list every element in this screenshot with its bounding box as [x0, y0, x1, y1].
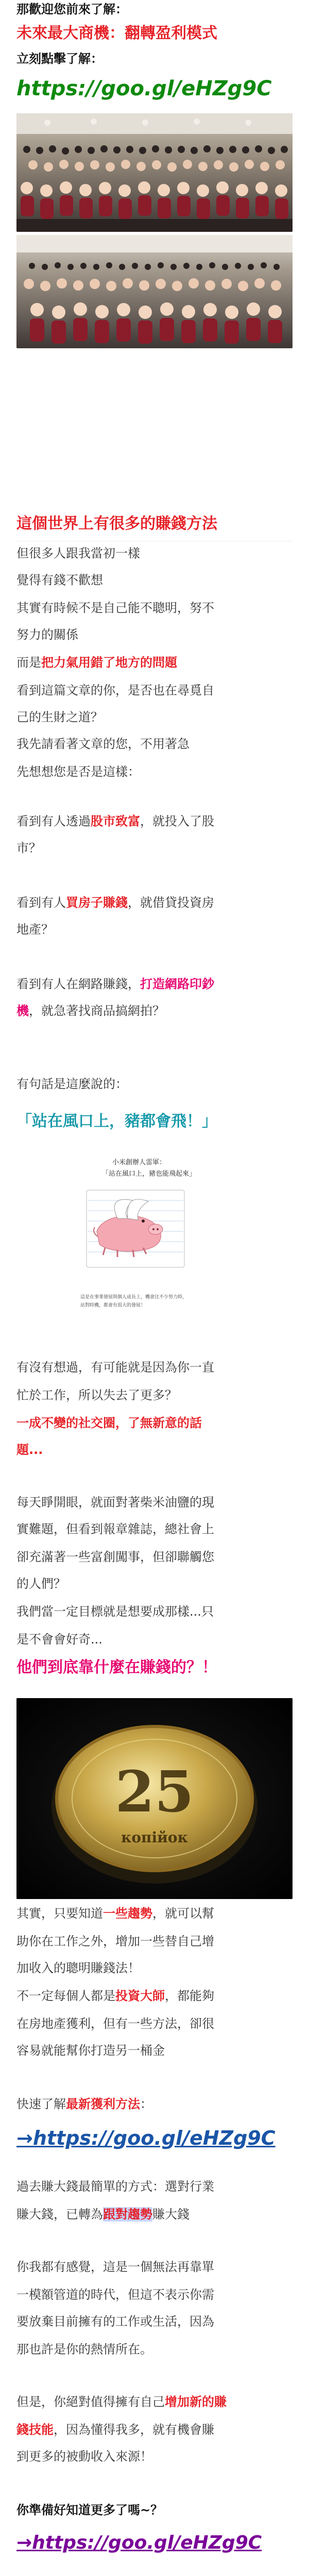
- p18-line-4: 那也許是你的熱情所在。: [16, 2342, 152, 2357]
- headline-text: 未來最大商機：翻轉盈利模式: [16, 24, 217, 42]
- p5-text: 看到有人透過: [16, 814, 91, 828]
- p17-emphasis: 跟對趨勢: [103, 2207, 152, 2222]
- p16-emphasis: 最新獲利方法: [66, 2097, 140, 2111]
- quote-text: 「站在風口上，豬都會飛！」: [16, 1112, 217, 1130]
- p3-line-1: 看到這篇文章的你，是否也在尋覓自: [16, 683, 214, 698]
- p14-emphasis: 一些趨勢: [103, 1906, 152, 1921]
- p19-line-1: [16, 2395, 293, 2409]
- p5-emphasis: 股市致富: [91, 814, 140, 828]
- p11-line-1: 每天睜開眼，就面對著柴米油鹽的現: [16, 1495, 214, 1510]
- p7-emphasis-2: 機: [16, 1004, 29, 1018]
- p8-line: 有句話是這麼說的：: [16, 1077, 128, 1091]
- p6-emphasis: 買房子賺錢: [66, 895, 128, 910]
- p10-line-2: [16, 1443, 293, 1457]
- seminar-photo-1: [16, 113, 293, 232]
- coin-number: 25: [115, 1758, 194, 1825]
- intro-headline: [16, 25, 293, 42]
- p9-line-1: 有沒有想過，有可能就是因為你一直: [16, 1360, 214, 1375]
- coin-word: копійок: [121, 1829, 188, 1846]
- p16-line: [16, 2097, 293, 2111]
- xiaomi-quote-illustration: [76, 1154, 233, 1324]
- p19-text-2: ，因為懂得我多，就有機會賺: [54, 2422, 214, 2437]
- p2-line: [16, 655, 293, 670]
- seminar-photo-2: [16, 235, 293, 348]
- p3-line-2: 己的生財之道？: [16, 710, 103, 724]
- p15-line-3: 容易就能幫你打造另一桶金: [16, 2043, 165, 2058]
- p1-line-2: 覺得有錢不歡想: [16, 573, 103, 587]
- p6-text: 看到有人: [16, 895, 66, 910]
- p9-line-2: 忙於工作，所以失去了更多？: [16, 1388, 177, 1402]
- notebook-caption-1: 這是在事業發展與個人成長上，機會比不少努力時，: [80, 1295, 187, 1300]
- p2-text: 而是: [16, 655, 41, 670]
- notebook-heading-2: 「站在風口上，豬也能飛起來」: [102, 1170, 196, 1178]
- p19-line-3: 到更多的被動收入來源！: [16, 2449, 152, 2464]
- p17-line-1: 過去賺大錢最簡單的方式：選對行業: [16, 2179, 214, 2194]
- p7-line-2: [16, 1004, 293, 1018]
- link-2[interactable]: →https://goo.gl/eHZg9C: [16, 2127, 276, 2149]
- pig-flying-illustration: [76, 1154, 233, 1324]
- p2-emphasis: 把力氣用錯了地方的問題: [41, 655, 177, 670]
- seminar-photo-1-graphic: [16, 113, 293, 232]
- p7-emphasis: 打造網路印鈔: [140, 977, 214, 991]
- intro-click-prompt: 立刻點擊了解：: [16, 52, 103, 66]
- intro-link[interactable]: https://goo.gl/eHZg9C: [16, 77, 272, 100]
- section-title: [16, 515, 293, 533]
- p14-line-1: [16, 1906, 293, 1921]
- p7-text: 看到有人在網路賺錢，: [16, 977, 140, 991]
- p13-text: 他們到底靠什麼在賺錢的？！: [16, 1658, 217, 1676]
- p17-text: 賺大錢，已轉為: [16, 2207, 103, 2222]
- p14-line-2: 助你在工作之外，增加一些替自己增: [16, 1934, 214, 1948]
- p4-line-1: 我先請看著文章的您，不用著急: [16, 737, 190, 751]
- link-3[interactable]: →https://goo.gl/eHZg9C: [16, 2532, 262, 2553]
- p12-line-1: 我們當一定目標就是想要成那樣...只: [16, 1604, 214, 1619]
- p5-text-2: ，就投入了股: [140, 814, 214, 828]
- section-title-text: 這個世界上有很多的賺錢方法: [16, 515, 217, 533]
- coin-photo: [16, 1698, 293, 1899]
- p15-text-2: ，都能夠: [165, 1989, 214, 2003]
- p6-line-2: 地產？: [16, 922, 54, 937]
- p11-line-4: 的人們？: [16, 1577, 66, 1591]
- notebook-caption-2: 站對時機，都會有很大的發展！: [80, 1303, 146, 1308]
- notebook-heading-1: 小米創辦人雷軍：: [112, 1159, 166, 1166]
- p16-text-2: ：: [140, 2097, 152, 2111]
- p19-text: 但是，你絕對值得擁有自己: [16, 2395, 165, 2409]
- p10-emphasis-2: 題...: [16, 1443, 43, 1457]
- p14-line-3: 加收入的聰明賺錢法！: [16, 1961, 140, 1975]
- p6-text-2: ，就借貸投資房: [128, 895, 214, 910]
- p17-text-2: 賺大錢: [152, 2207, 190, 2222]
- p10-line-1: [16, 1416, 293, 1430]
- p15-line-2: 在房地產獲利，但有一些方法，卻很: [16, 2016, 214, 2031]
- p11-line-3: 卻充滿著一些富創闖事，但卻聯觸您: [16, 1550, 214, 1564]
- p12-line-2: 是不會會好奇...: [16, 1632, 102, 1647]
- p15-text: 不一定每個人都是: [16, 1989, 115, 2003]
- p18-line-2: 一模額管道的時代，但這不表示你需: [16, 2287, 214, 2302]
- p20-line: 你準備好知道更多了嗎~？: [16, 2503, 163, 2517]
- p14-text-2: ，就可以幫: [152, 1906, 214, 1921]
- p13-line: [16, 1659, 293, 1676]
- p1-line-4: 努力的關係: [16, 628, 78, 642]
- intro-welcome: 那歡迎您前來了解：: [16, 2, 128, 16]
- p19-line-2: [16, 2422, 293, 2437]
- p10-emphasis: 一成不變的社交圈，了無新意的話: [16, 1416, 202, 1430]
- p7-text-2: ，就急著找商品搞網拍？: [29, 1004, 165, 1018]
- p4-line-2: 先想想您是否是這樣：: [16, 765, 140, 779]
- quote-line: [16, 1113, 293, 1130]
- p14-text: 其實，只要知道: [16, 1906, 103, 1921]
- p5-line-2: 市？: [16, 841, 41, 855]
- seminar-photo-2-graphic: [16, 235, 293, 348]
- p16-text: 快速了解: [16, 2097, 66, 2111]
- p19-emphasis-2: 錢技能: [16, 2422, 54, 2437]
- p6-line-1: [16, 895, 293, 910]
- p11-line-2: 實難題，但看到報章雜誌，總社會上: [16, 1522, 214, 1536]
- p1-line-3: 其實有時候不是自己能不聰明，努不: [16, 601, 214, 615]
- p17-line-2: [16, 2207, 293, 2222]
- coin-graphic: [16, 1698, 293, 1899]
- p1-line-1: 但很多人跟我當初一樣: [16, 546, 140, 561]
- p15-line-1: [16, 1989, 293, 2003]
- p18-line-1: 你我都有感覺，這是一個無法再靠單: [16, 2260, 214, 2274]
- p7-line-1: [16, 977, 293, 991]
- p18-line-3: 要放棄目前擁有的工作或生活，因為: [16, 2314, 214, 2329]
- p19-emphasis: 增加新的賺: [165, 2395, 227, 2409]
- p15-emphasis: 投資大師: [115, 1989, 165, 2003]
- p5-line-1: [16, 814, 293, 828]
